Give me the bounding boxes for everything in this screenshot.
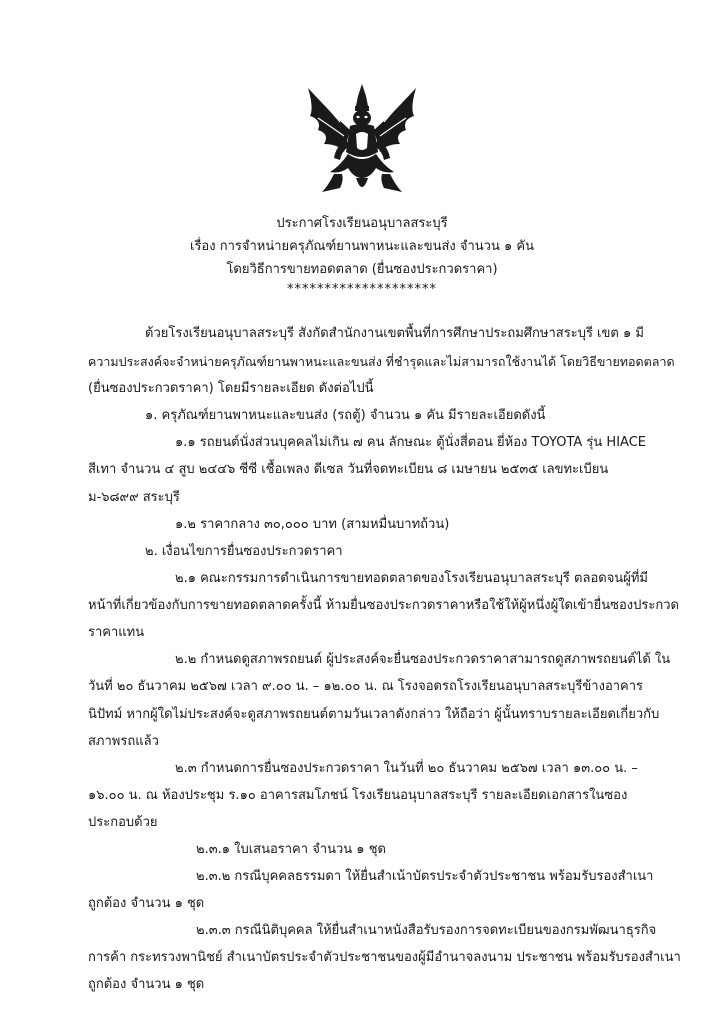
item-2-3-line: ๒.๓ กำหนดการยื่นซองประกวดราคา ในวันที่ ๒๐ ธันวาคม ๒๕๖๗ เวลา ๑๓.๐๐ น. – bbox=[175, 761, 638, 776]
item-2-1-line: ๒.๑ คณะกรรมการดำเนินการขายทอดตลาดของโรงเรียนอนุบาลสระบุรี ตลอดจนผู้ที่มี bbox=[175, 571, 648, 586]
item-2-3-2-line: ๒.๓.๒ กรณีบุคคลธรรมดา ให้ยื่นสำเน้าบัตรประจำตัวประชาชน พร้อมรับรองสำเนา bbox=[196, 869, 654, 884]
item-2-3-line: ประกอบด้วย bbox=[88, 815, 158, 830]
item-2-2-line: สภาพรถแล้ว bbox=[88, 734, 159, 749]
item-2-3-line: ๑๖.๐๐ น. ณ ห้องประชุม ร.๑๐ อาคารสมโภชน์ โรงเรียนอนุบาลสระบุรี รายละเอียดเอกสารในซอง bbox=[88, 788, 628, 803]
header-divider-stars: ******************** bbox=[287, 282, 437, 297]
announcement-title: ประกาศโรงเรียนอนุบาลสระบุรี bbox=[276, 216, 448, 231]
item-2-3-3-line: ถูกต้อง จำนวน ๑ ชุด bbox=[88, 977, 205, 992]
item-2-2-line: นิปัทม์ หากผู้ใดไม่ประสงค์จะดูสภาพรถยนต์ตามวันเวลาดังกล่าว ให้ถือว่า ผู้นั้นทราบรายละเอียดเกี่ยวกับ bbox=[88, 707, 660, 722]
garuda-emblem-icon bbox=[300, 82, 424, 200]
item-2-1-line: ราคาแทน bbox=[88, 625, 145, 640]
section-2-heading: ๒. เงื่อนไขการยื่นซองประกวดราคา bbox=[145, 544, 343, 559]
intro-line: (ยื่นซองประกวดราคา) โดยมีรายละเอียด ดังต่อไปนี้ bbox=[88, 381, 374, 396]
item-2-3-3-line: การค้า กระทรวงพานิชย์ สำเนาบัตรประจำตัวประชาชนของผู้มีอำนาจลงนาม ประชาชน พร้อมรับรองสำเนา bbox=[88, 950, 681, 965]
item-1-2-line: ๑.๒ ราคากลาง ๓๐,๐๐๐ บาท (สามหมื่นบาทถ้วน) bbox=[175, 517, 450, 532]
item-1-1-line: สีเทา จำนวน ๔ สูบ ๒๔๔๖ ซีซี เชื้อเพลง ดีเซล วันที่จดทะเบียน ๘ เมษายน ๒๕๓๕ เลขทะเบียน bbox=[88, 462, 609, 477]
item-1-1-line: ๑.๑ รถยนต์นั่งส่วนบุคคลไม่เกิน ๗ คน ลักษณะ ตู้นั่งสี่ตอน ยี่ห้อง TOYOTA รุ่น HIACE bbox=[175, 435, 646, 450]
announcement-subject: เรื่อง การจำหน่ายครุภัณฑ์ยานพาหนะและขนส่ง จำนวน ๑ คัน bbox=[190, 239, 534, 254]
item-2-2-line: ๒.๒ กำหนดดูสภาพรถยนต์ ผู้ประสงค์จะยื่นซองประกวดราคาสามารถดูสภาพรถยนต์ได้ ใน bbox=[175, 652, 671, 667]
intro-line: ความประสงค์จะจำหน่ายครุภัณฑ์ยานพาหนะและขนส่ง ที่ชำรุดและไม่สามารถใช้งานได้ โดยวิธีขายทอดตลาด bbox=[88, 354, 675, 369]
item-2-3-2-line: ถูกต้อง จำนวน ๑ ชุด bbox=[88, 896, 205, 911]
section-1-heading: ๑. ครุภัณฑ์ยานพาหนะและขนส่ง (รถตู้) จำนวน ๑ คัน มีรายละเอียดดังนี้ bbox=[145, 408, 546, 423]
announcement-method: โดยวิธีการขายทอดตลาด (ยื่นซองประกวดราคา) bbox=[226, 262, 498, 277]
item-2-3-3-line: ๒.๓.๓ กรณีนิติบุคคล ให้ยื่นสำเนาหนังสือรับรองการจดทะเบียนของกรมพัฒนาธุรกิจ bbox=[196, 923, 657, 938]
item-2-2-line: วันที่ ๒๐ ธันวาคม ๒๕๖๗ เวลา ๙.๐๐ น. – ๑๒.๐๐ น. ณ โรงจอดรถโรงเรียนอนุบาลสระบุรีข้างอาคาร bbox=[88, 679, 644, 694]
item-2-1-line: หน้าที่เกี่ยวข้องกับการขายทอดตลาดครั้งนี้ ห้ามยื่นซองประกวดราคาหรือใช้ให้ผู้หนึ่งผู้ใดเข้ายื่นซองประกวด bbox=[88, 598, 679, 613]
item-2-3-1-line: ๒.๓.๑ ใบเสนอราคา จำนวน ๑ ชุด bbox=[196, 842, 386, 857]
intro-line: ด้วยโรงเรียนอนุบาลสระบุรี สังกัดสำนักงานเขตพื้นที่การศึกษาประถมศึกษาสระบุรี เขต ๑ มี bbox=[145, 326, 644, 341]
item-1-1-line: ม-๖๘๙๙ สระบุรี bbox=[88, 490, 180, 505]
